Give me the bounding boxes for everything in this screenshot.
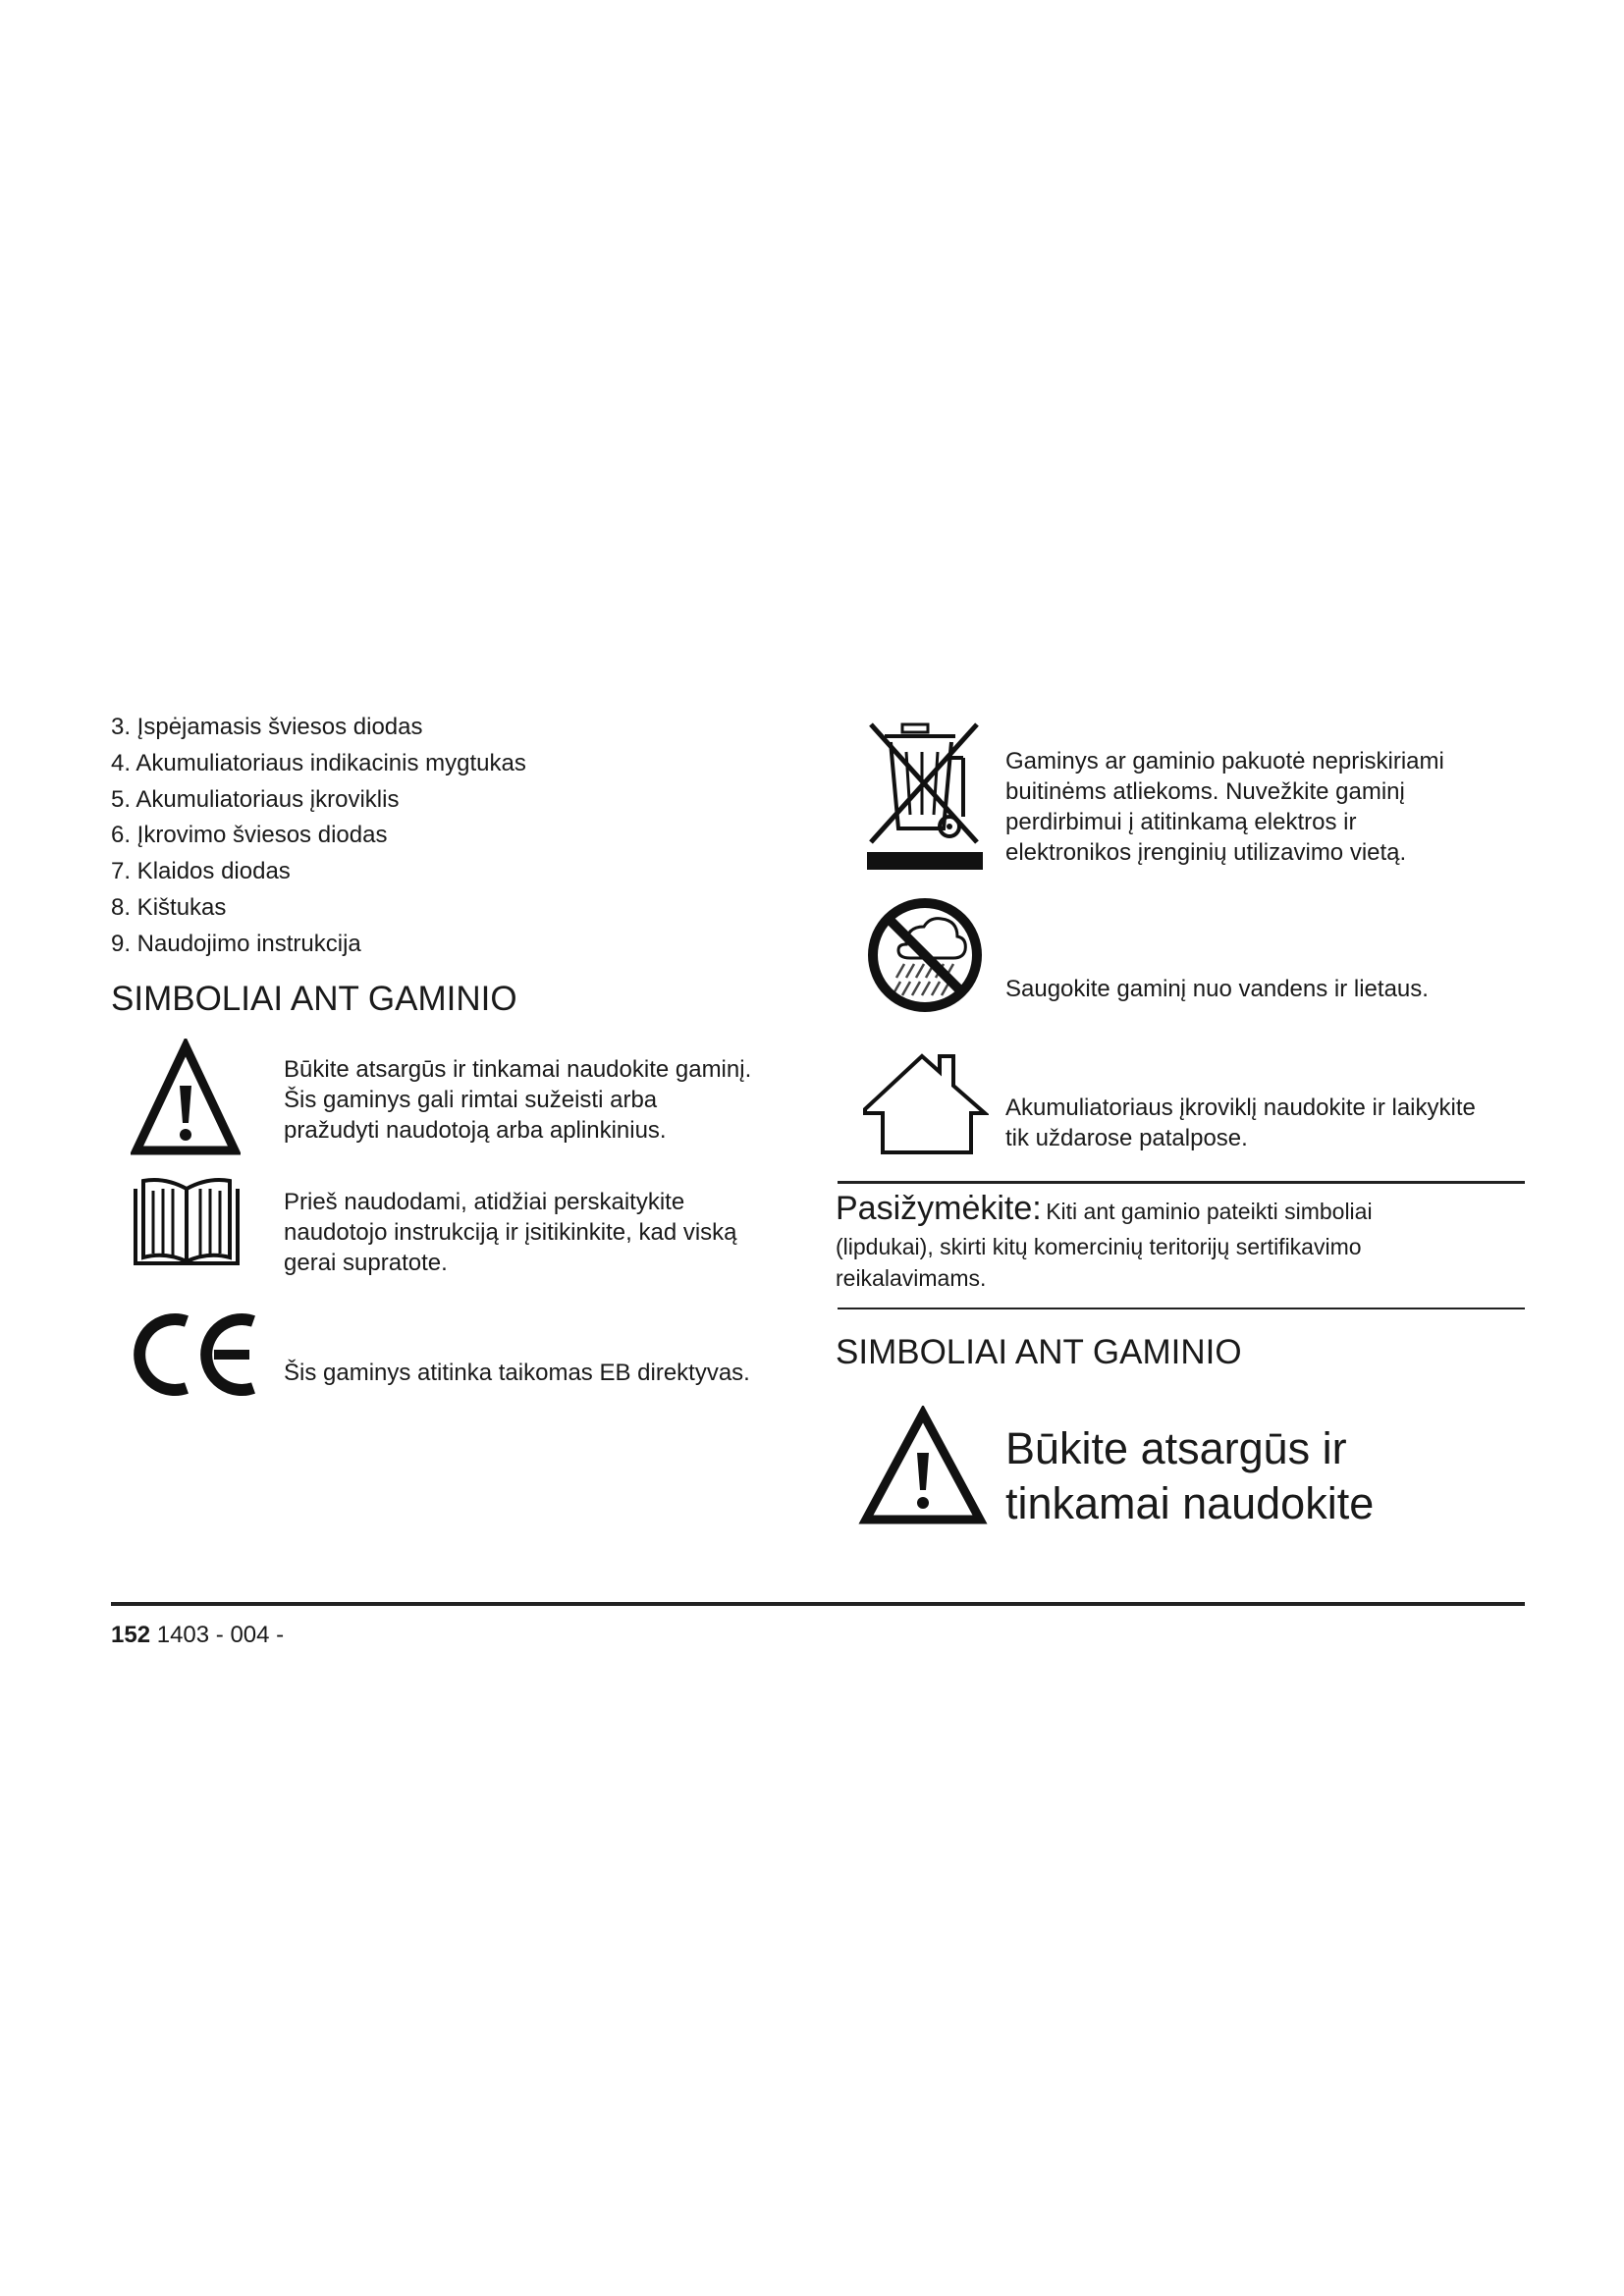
rain-description: Saugokite gaminį nuo vandens ir lietaus.: [1005, 976, 1429, 1002]
footer: [111, 1621, 284, 1650]
note-block: [836, 1190, 1523, 1294]
note-label: Pasižymėkite:: [836, 1190, 1042, 1227]
open-book-icon: [132, 1175, 242, 1269]
house-icon: [861, 1050, 989, 1158]
list-item: 5. Akumuliatoriaus įkroviklis: [111, 786, 400, 813]
doc-code: 1403 - 004 -: [156, 1622, 285, 1648]
section-heading: SIMBOLIAI ANT GAMINIO: [111, 980, 517, 1018]
divider: [838, 1308, 1525, 1309]
warning-triangle-icon: [858, 1406, 988, 1527]
note-text: (lipdukai), skirti kitų komercinių teritorijų sertifikavimo: [836, 1234, 1362, 1259]
warning-triangle-icon: [131, 1039, 241, 1158]
list-item: 3. Įspėjamasis šviesos diodas: [111, 714, 423, 740]
crossed-out-bin-icon: [867, 719, 983, 870]
divider: [838, 1181, 1525, 1184]
warning-description: Būkite atsargūs ir tinkamai naudokite gaminį. Šis gaminys gali rimtai sužeisti arba pražudyti naudotoją arba aplinkinius.: [284, 1056, 752, 1144]
page-number: 152: [111, 1622, 151, 1648]
ce-description: Šis gaminys atitinka taikomas EB direktyvas.: [284, 1360, 750, 1386]
note-text: reikalavimams.: [836, 1265, 987, 1291]
list-item: 9. Naudojimo instrukcija: [111, 931, 361, 957]
indoor-description: Akumuliatoriaus įkroviklį naudokite ir laikykite tik uždarose patalpose.: [1005, 1095, 1476, 1151]
weee-description: Gaminys ar gaminio pakuotė nepriskiriami buitinėms atliekoms. Nuvežkite gaminį perdirbimui į atitinkamą elektros ir elektronikos įrenginių utilizavimo vietą.: [1005, 748, 1444, 866]
list-item: 8. Kištukas: [111, 894, 227, 921]
manual-description: Prieš naudodami, atidžiai perskaitykite naudotojo instrukciją ir įsitikinkite, kad viską gerai supratote.: [284, 1189, 737, 1276]
note-text: Kiti ant gaminio pateikti simboliai: [1046, 1199, 1373, 1224]
list-item: 4. Akumuliatoriaus indikacinis mygtukas: [111, 750, 526, 776]
ce-mark-icon: [132, 1311, 263, 1398]
list-item: 7. Klaidos diodas: [111, 858, 291, 884]
no-rain-icon: [867, 897, 983, 1013]
sticker-text: Būkite atsargūs ir tinkamai naudokite: [1005, 1423, 1375, 1528]
section-heading: SIMBOLIAI ANT GAMINIO: [836, 1333, 1242, 1371]
footer-rule: [111, 1602, 1525, 1606]
list-item: 6. Įkrovimo šviesos diodas: [111, 822, 388, 848]
